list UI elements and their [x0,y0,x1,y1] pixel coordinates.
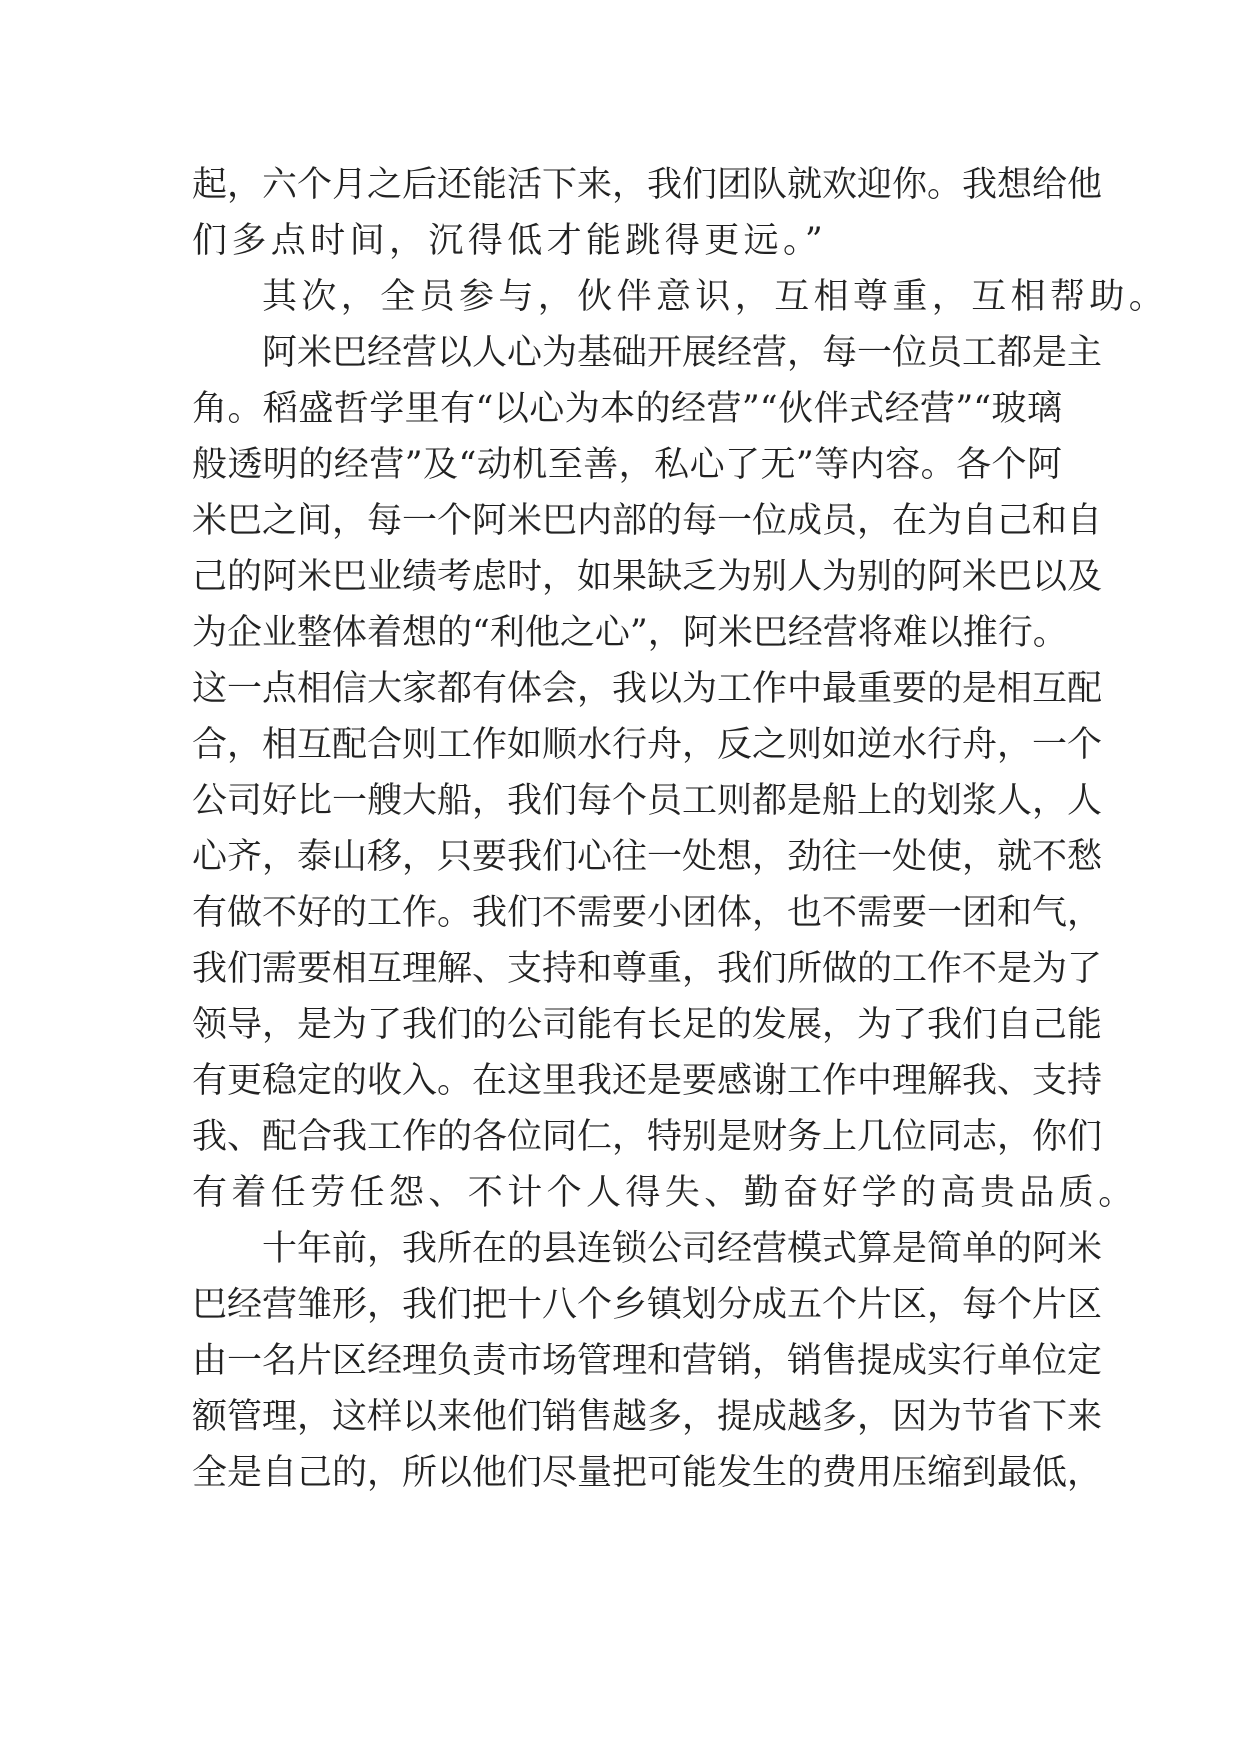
text-line: 起，六个月之后还能活下来，我们团队就欢迎你。我想给他 [192,165,1103,205]
text-line: 们多点时间，沉得低才能跳得更远。” [192,221,828,261]
text-line: 公司好比一艘大船，我们每个员工则都是船上的划浆人，人 [192,781,1103,821]
text-line: 合，相互配合则工作如顺水行舟，反之则如逆水行舟，一个 [192,725,1103,765]
text-line: 角。稻盛哲学里有“以心为本的经营”“伙伴式经营”“玻璃 [192,389,1062,429]
text-line: 由一名片区经理负责市场管理和营销，销售提成实行单位定 [192,1341,1103,1381]
text-line: 米巴之间，每一个阿米巴内部的每一位成员，在为自己和自 [192,501,1103,541]
text-line: 为企业整体着想的“利他之心”，阿米巴经营将难以推行。 [192,613,1068,653]
text-line: 阿米巴经营以人心为基础开展经营，每一位员工都是主 [262,333,1103,373]
text-line: 我、配合我工作的各位同仁，特别是财务上几位同志，你们 [192,1117,1103,1157]
text-line: 有着任劳任怨、不计个人得失、勤奋好学的高贵品质。 [192,1173,1138,1213]
text-line: 般透明的经营”及“动机至善，私心了无”等内容。各个阿 [192,445,1062,485]
text-line: 己的阿米巴业绩考虑时，如果缺乏为别人为别的阿米巴以及 [192,557,1103,597]
text-line: 其次，全员参与，伙伴意识，互相尊重，互相帮助。 [262,277,1169,317]
text-line: 额管理，这样以来他们销售越多，提成越多，因为节省下来 [192,1397,1103,1437]
text-line: 这一点相信大家都有体会，我以为工作中最重要的是相互配 [192,669,1103,709]
text-line: 我们需要相互理解、支持和尊重，我们所做的工作不是为了 [192,949,1103,989]
text-line: 有做不好的工作。我们不需要小团体，也不需要一团和气， [192,893,1103,933]
text-line: 全是自己的，所以他们尽量把可能发生的费用压缩到最低， [192,1453,1103,1493]
body-text [192,157,1169,1501]
text-line: 巴经营雏形，我们把十八个乡镇划分成五个片区，每个片区 [192,1285,1103,1325]
text-line: 有更稳定的收入。在这里我还是要感谢工作中理解我、支持 [192,1061,1103,1101]
text-line: 心齐，泰山移，只要我们心往一处想，劲往一处使，就不愁 [192,837,1103,877]
text-line: 领导，是为了我们的公司能有长足的发展，为了我们自己能 [192,1005,1103,1045]
text-line: 十年前，我所在的县连锁公司经营模式算是简单的阿米 [262,1229,1103,1269]
